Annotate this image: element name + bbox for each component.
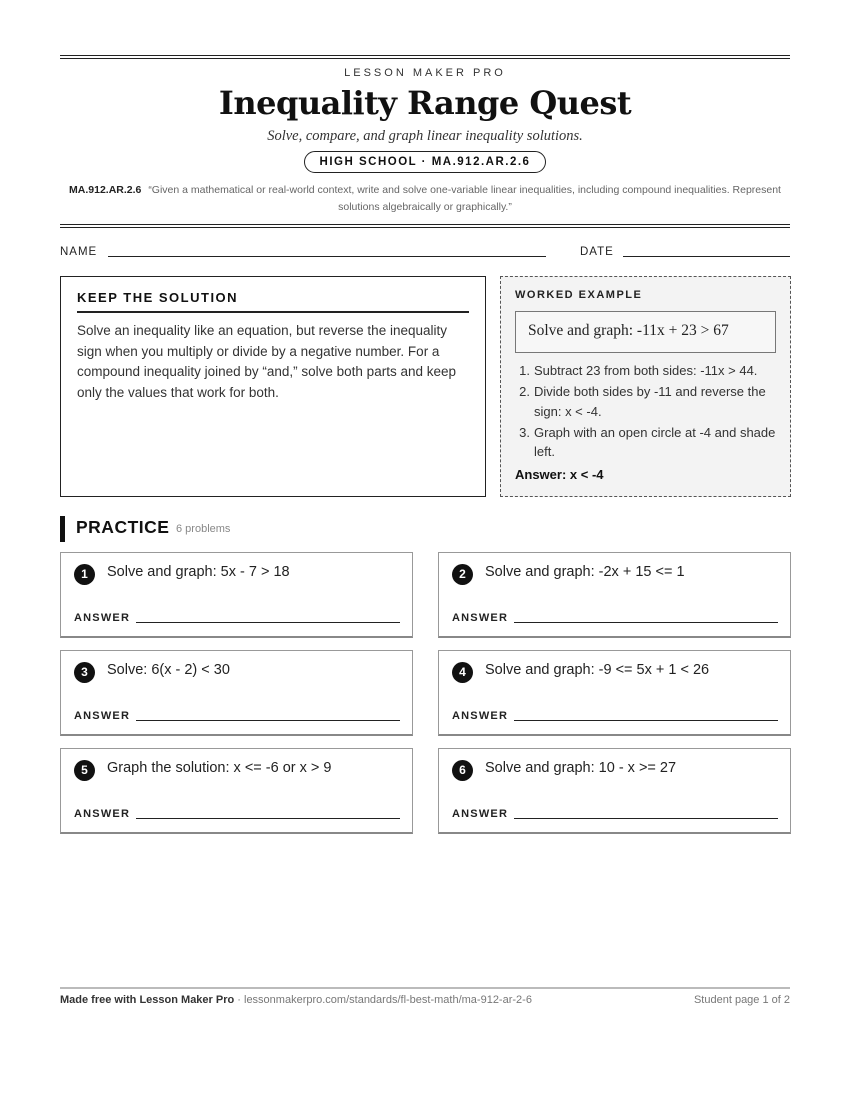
problem-prompt: Solve and graph: 10 - x >= 27 [485, 760, 677, 776]
name-field-line[interactable] [108, 256, 546, 257]
problem-number-badge: 2 [452, 564, 473, 585]
problem-card-6 [438, 748, 791, 834]
problem-number-badge: 6 [452, 760, 473, 781]
answer-label: ANSWER [74, 612, 131, 624]
answer-line[interactable] [514, 720, 778, 721]
problem-prompt: Graph the solution: x <= -6 or x > 9 [107, 760, 332, 776]
worked-step [515, 361, 776, 381]
worked-step [515, 423, 776, 462]
problem-prompt: Solve and graph: -9 <= 5x + 1 < 26 [485, 662, 710, 678]
header-bottom-double-rule [60, 224, 790, 228]
standard-description [60, 182, 790, 216]
answer-line[interactable] [136, 622, 400, 623]
problem-card-1 [60, 552, 413, 638]
problem-prompt: Solve and graph: -2x + 15 <= 1 [485, 564, 685, 580]
standard-text: “Given a mathematical or real-world context, write and solve one-variable linear inequalities, including compound inequalities. Represent solutions algebraically or graphically.” [148, 184, 781, 213]
answer-label: ANSWER [74, 808, 131, 820]
level-badge-wrap [0, 151, 850, 173]
date-label: DATE [580, 246, 614, 258]
practice-accent-bar [60, 516, 65, 542]
footer-url[interactable]: · lessonmakerpro.com/standards/fl-best-math/ma-912-ar-2-6 [234, 994, 532, 1006]
answer-label: ANSWER [452, 808, 509, 820]
worked-step [515, 382, 776, 421]
footer-made-with: Made free with Lesson Maker Pro [60, 994, 235, 1006]
practice-count: 6 problems [176, 523, 231, 535]
page-title: Inequality Range Quest [218, 84, 632, 122]
answer-label: ANSWER [452, 612, 509, 624]
problem-card-3 [60, 650, 413, 736]
standard-code: MA.912.AR.2.6 [69, 184, 142, 196]
step-number: 1. [519, 363, 530, 378]
brand-name: LESSON MAKER PRO [344, 67, 506, 79]
top-double-rule [60, 55, 790, 59]
problem-number-badge: 1 [74, 564, 95, 585]
footer-page-number: Student page 1 of 2 [693, 994, 790, 1006]
step-number: 2. [519, 384, 530, 399]
problem-number-badge: 5 [74, 760, 95, 781]
problem-number-badge: 4 [452, 662, 473, 683]
step-text: Divide both sides by -11 and reverse the sign: x < -4. [534, 384, 766, 419]
keep-the-solution-box [60, 276, 486, 497]
practice-title: PRACTICE [76, 517, 170, 537]
step-number: 3. [519, 424, 530, 440]
worked-answer: Answer: x < -4 [515, 466, 604, 482]
footer-rule [60, 987, 790, 989]
level-badge: HIGH SCHOOL · MA.912.AR.2.6 [304, 151, 547, 173]
page-subtitle: Solve, compare, and graph linear inequality solutions. [267, 128, 583, 144]
date-field-line[interactable] [623, 256, 790, 257]
footer-credit [60, 994, 532, 1006]
name-label: NAME [60, 246, 98, 258]
answer-label: ANSWER [452, 710, 509, 722]
worked-title: WORKED EXAMPLE [515, 289, 643, 301]
step-text: Subtract 23 from both sides: -11x > 44. [534, 363, 758, 378]
keep-text: Solve an inequality like an equation, but reverse the inequality sign when you multiply or divide by a negative number. For a compound inequality joined by “and,” solve both parts and keep only the values that work for both. [77, 323, 456, 400]
step-text: Graph with an open circle at -4 and shade left. [534, 424, 776, 459]
answer-line[interactable] [136, 720, 400, 721]
answer-label: ANSWER [74, 710, 131, 722]
problem-prompt: Solve: 6(x - 2) < 30 [107, 662, 230, 678]
problem-card-5 [60, 748, 413, 834]
answer-line[interactable] [514, 818, 778, 819]
answer-line[interactable] [136, 818, 400, 819]
worked-problem: Solve and graph: -11x + 23 > 67 [515, 311, 776, 353]
answer-line[interactable] [514, 622, 778, 623]
problem-card-4 [438, 650, 791, 736]
worked-example-box [500, 276, 791, 497]
keep-title: KEEP THE SOLUTION [77, 290, 469, 313]
problem-number-badge: 3 [74, 662, 95, 683]
worked-steps [515, 361, 776, 462]
problem-prompt: Solve and graph: 5x - 7 > 18 [107, 564, 290, 580]
problem-card-2 [438, 552, 791, 638]
